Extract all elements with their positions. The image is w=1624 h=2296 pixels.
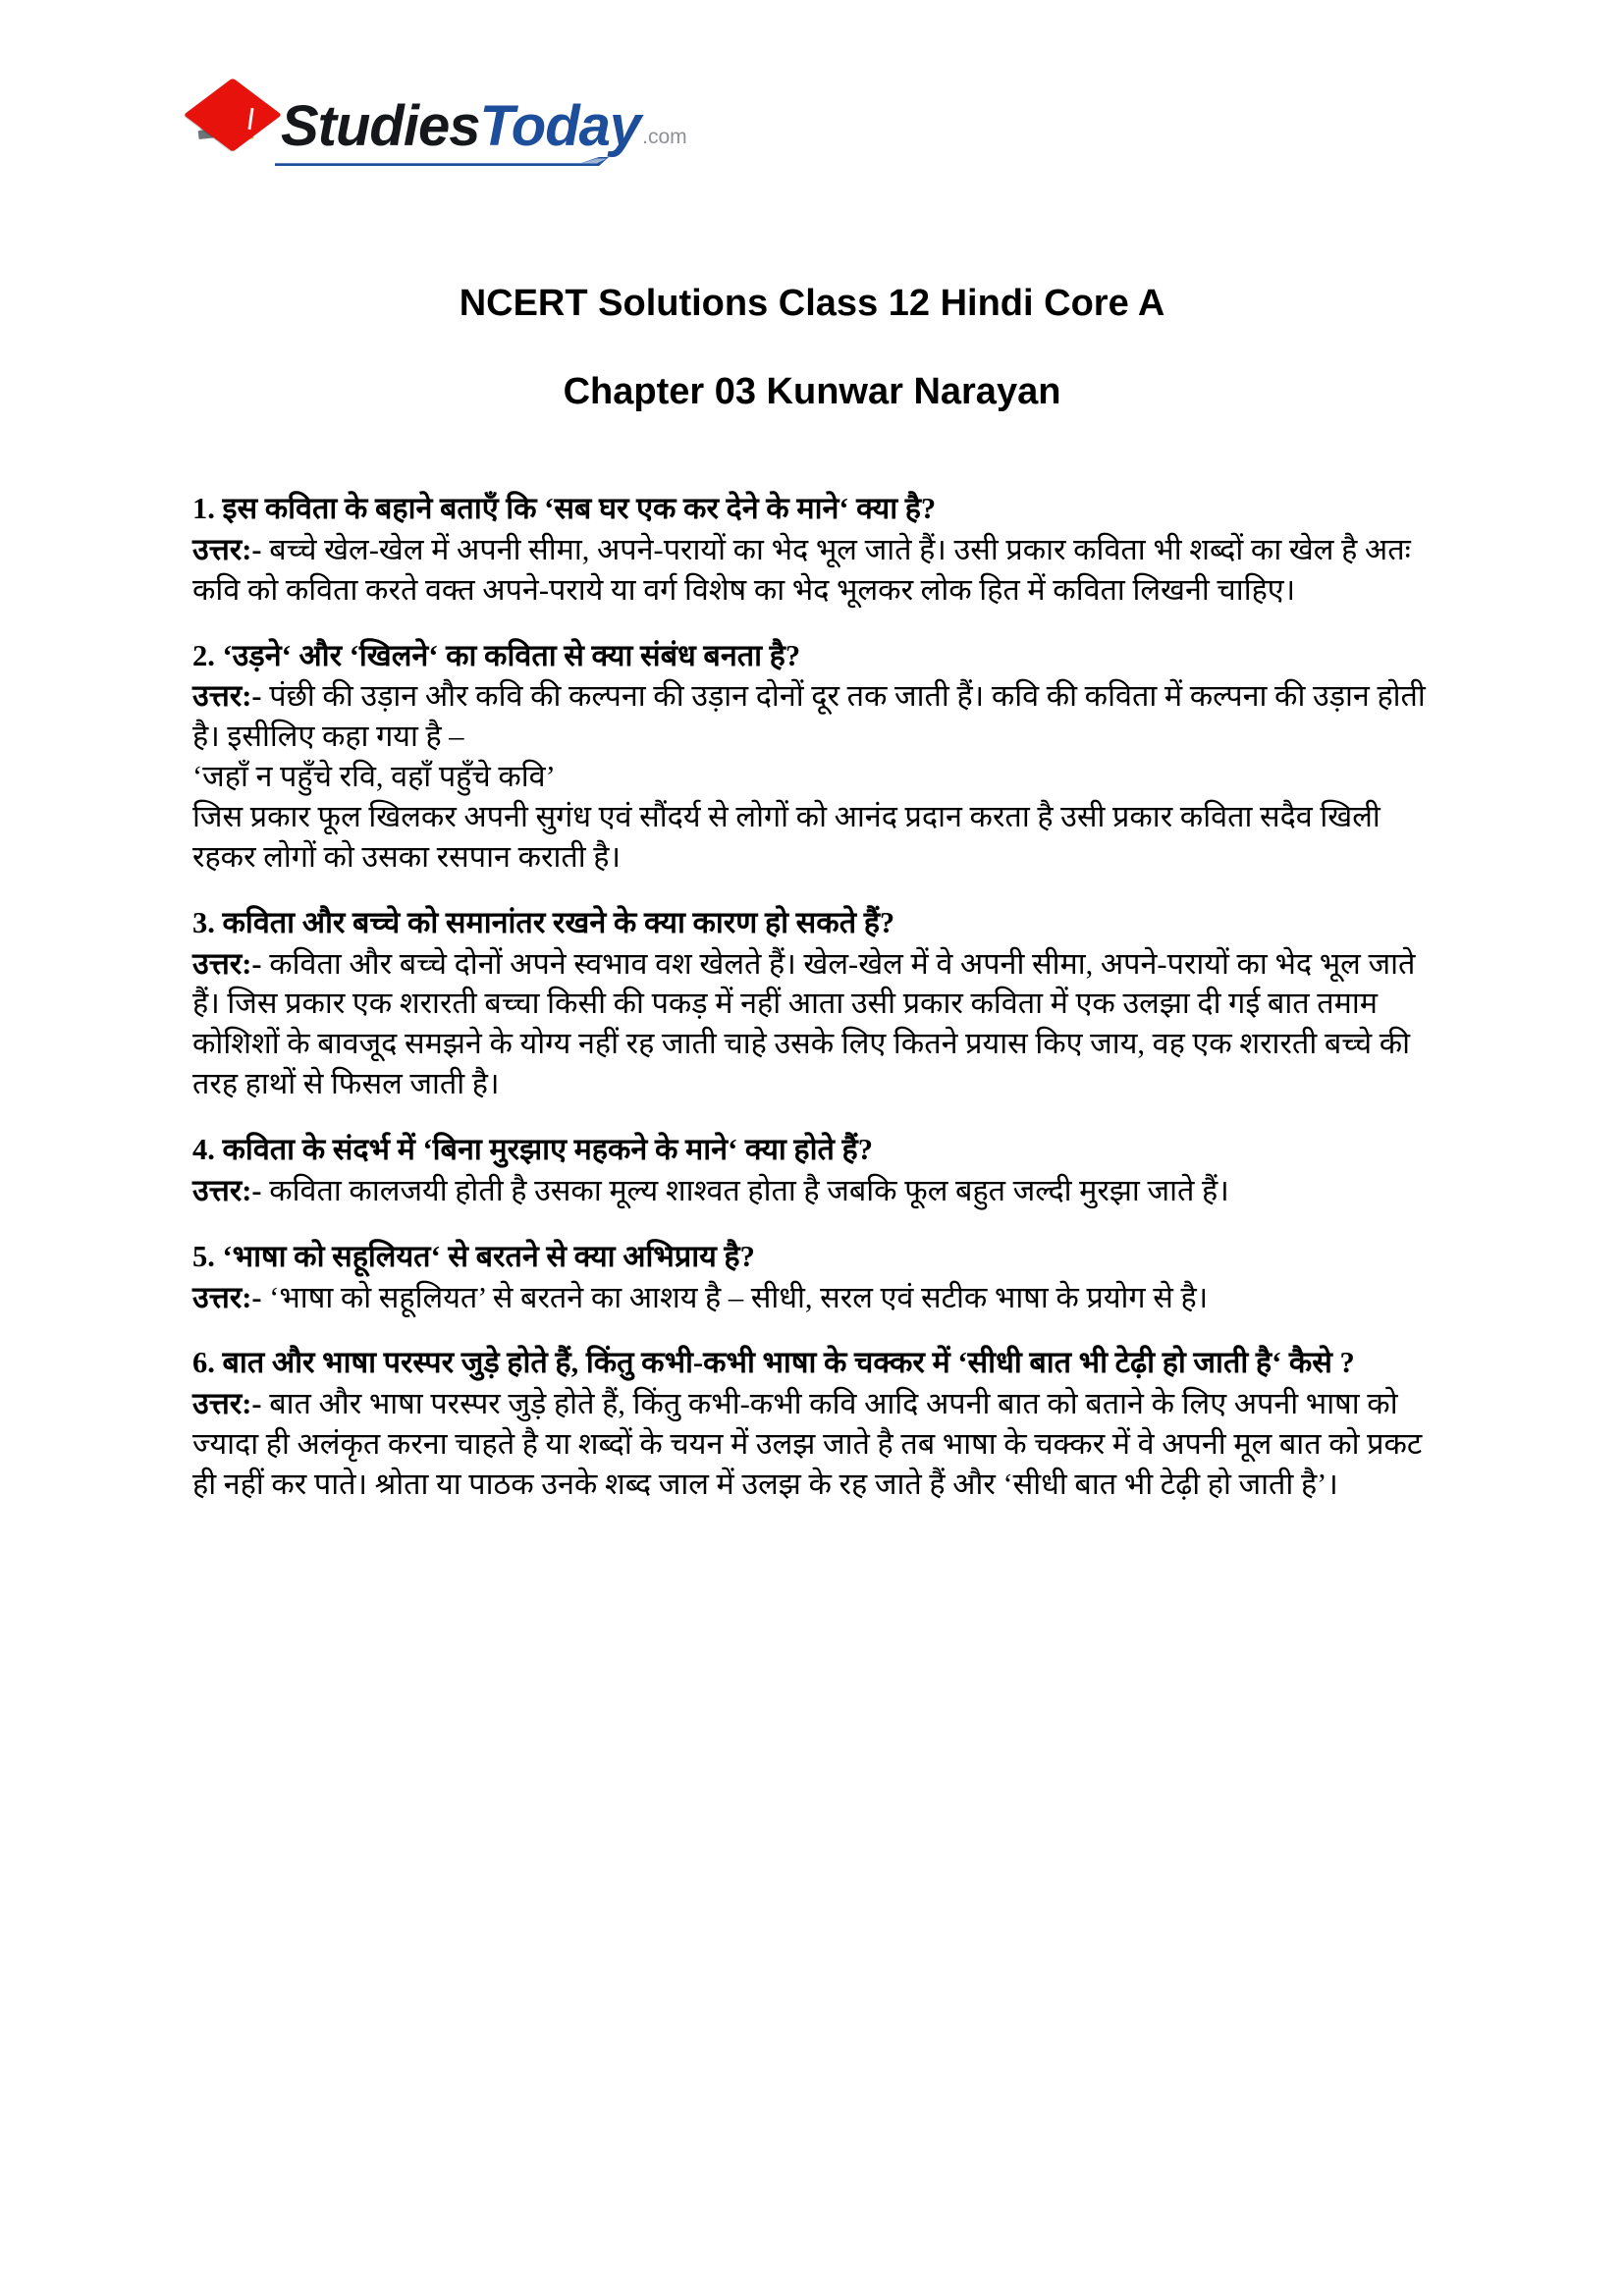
- qa-item: [192, 903, 1434, 1104]
- question-text: 4. कविता के संदर्भ में ‘बिना मुरझाए महकने के माने‘ क्या होते हैं?: [192, 1133, 873, 1167]
- answer-label: उत्तर:-: [192, 532, 262, 566]
- question-text: 2. ‘उड़ने‘ और ‘खिलने‘ का कविता से क्या संबंध बनता है?: [192, 638, 801, 672]
- answer-body-tail: जिस प्रकार फूल खिलकर अपनी सुगंध एवं सौंदर्य से लोगों को आनंद प्रदान करता है उसी प्रकार कविता सदैव खिली रहकर लोगों को उसका रसपान कराती है।: [192, 800, 1380, 874]
- answer-body: कविता कालजयी होती है उसका मूल्य शाश्वत होता है जबकि फूल बहुत जल्दी मुरझा जाते हैं।: [261, 1173, 1229, 1207]
- answer-text: [192, 1171, 1434, 1211]
- question-text: 5. ‘भाषा को सहूलियत‘ से बरतने से क्या अभिप्राय है?: [192, 1239, 755, 1273]
- qa-content: [192, 489, 1434, 1530]
- answer-text: [192, 944, 1434, 1104]
- answer-body: पंछी की उड़ान और कवि की कल्पना की उड़ान दोनों दूर तक जाती हैं। कवि की कविता में कल्पना की उड़ान होती है। इसीलिए कहा गया है –: [192, 679, 1426, 754]
- answer-body: बात और भाषा परस्पर जुड़े होते हैं, किंतु कभी-कभी कवि आदि अपनी बात को बताने के लिए अपनी भाषा को ज्यादा ही अलंकृत करना चाहते है या शब्दों के चयन में उलझ जाते है तब भाषा के चक्कर में वे अपनी मूल बात को प्रकट ही नहीं कर पाते। श्रोता या पाठक उनके शब्द जाल में उलझ के रह जाते हैं और ‘सीधी बात भी टेढ़ी हो जाती है’।: [192, 1387, 1423, 1502]
- graduation-cap-books-icon: [192, 73, 277, 155]
- answer-text: [192, 530, 1434, 611]
- question-text: 1. इस कविता के बहाने बताएँ कि ‘सब घर एक कर देने के माने‘ क्या है?: [192, 492, 937, 525]
- page-subtitle: Chapter 03 Kunwar Narayan: [563, 371, 1061, 412]
- answer-body: ‘भाषा को सहूलियत’ से बरतने का आशय है – सीधी, सरल एवं सटीक भाषा के प्रयोग से है।: [261, 1280, 1209, 1314]
- question-text: 3. कविता और बच्चे को समानांतर रखने के क्या कारण हो सकते हैं?: [192, 905, 895, 939]
- answer-text: [192, 1278, 1434, 1318]
- logo-wordmark: [281, 94, 687, 158]
- site-logo[interactable]: [192, 71, 723, 174]
- logo-text-studies: Studies: [281, 94, 480, 158]
- logo-text-today: Today: [479, 94, 641, 158]
- question-text: 6. बात और भाषा परस्पर जुड़े होते हैं, किंतु कभी-कभी भाषा के चक्कर में ‘सीधी बात भी टेढ़ी हो जाती है‘ कैसे ?: [192, 1346, 1355, 1380]
- qa-item: [192, 489, 1434, 611]
- page-title: NCERT Solutions Class 12 Hindi Core A: [459, 283, 1165, 324]
- answer-label: उत्तर:-: [192, 1280, 262, 1314]
- logo-underline-swoosh-icon: [275, 157, 609, 166]
- qa-item: [192, 1237, 1434, 1318]
- logo-text-com: .com: [642, 126, 687, 148]
- answer-body: कविता और बच्चे दोनों अपने स्वभाव वश खेलते हैं। खेल-खेल में वे अपनी सीमा, अपने-परायों का भेद भूल जाते हैं। जिस प्रकार एक शरारती बच्चा किसी की पकड़ में नहीं आता उसी प्रकार कविता में एक उलझा दी गई बात तमाम कोशिशों के बावजूद समझने के योग्य नहीं रह जाती चाहे उसके लिए कितने प्रयास किए जाय, वह एक शरारती बच्चे की तरह हाथों से फिसल जाती है।: [192, 946, 1416, 1101]
- answer-text: [192, 676, 1434, 757]
- answer-body: बच्चे खेल-खेल में अपनी सीमा, अपने-परायों का भेद भूल जाते हैं। उसी प्रकार कविता भी शब्दों का खेल है अतः कवि को कविता करते वक्त अपने-पराये या वर्ग विशेष का भेद भूलकर लोक हित में कविता लिखनी चाहिए।: [192, 532, 1411, 607]
- answer-label: उत्तर:-: [192, 679, 262, 714]
- qa-item: [192, 1343, 1434, 1504]
- answer-label: उत्तर:-: [192, 946, 262, 981]
- answer-label: उत्तर:-: [192, 1173, 262, 1207]
- qa-item: [192, 1130, 1434, 1211]
- answer-text: [192, 1384, 1434, 1505]
- answer-quote: ‘जहाँ न पहुँचे रवि, वहाँ पहुँचे कवि’: [192, 760, 556, 794]
- answer-label: उत्तर:-: [192, 1387, 262, 1421]
- cap-board-icon: [184, 78, 282, 151]
- logo-row: [192, 71, 723, 158]
- qa-item: [192, 636, 1434, 878]
